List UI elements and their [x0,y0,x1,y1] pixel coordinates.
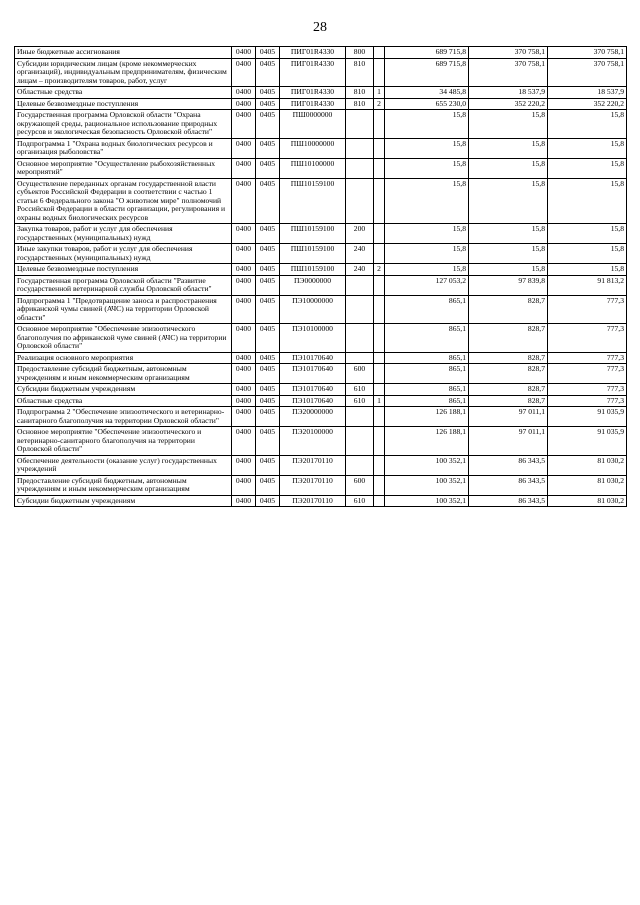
row-target-code: ПШ10159100 [280,178,346,224]
row-amount-1: 126 188,1 [385,427,469,456]
row-name: Предоставление субсидий бюджетным, автономным учреждениям и иным некоммерческим организациям [15,364,232,384]
row-expense-type-code: 610 [346,384,374,396]
row-name: Предоставление субсидий бюджетным, автономным учреждениям и иным некоммерческим организациям [15,475,232,495]
row-subsection-code: 0405 [256,407,280,427]
row-subsection-code: 0405 [256,395,280,407]
row-subsection-code: 0405 [256,158,280,178]
row-source-mark: 1 [374,395,385,407]
row-amount-3: 81 030,2 [548,495,627,507]
row-name: Осуществление переданных органам государственной власти субъектов Российской Федерации в соответствии с частью 1 статьи 6 Федерального закона "О животном мире" полномочий Российской Федерации в области организации, регулирования и охраны водных биологических ресурсов [15,178,232,224]
row-source-mark [374,384,385,396]
table-row [15,244,627,264]
row-target-code: ПЭ10170640 [280,384,346,396]
row-source-mark [374,352,385,364]
table-row [15,138,627,158]
row-amount-1: 126 188,1 [385,407,469,427]
row-expense-type-code [346,352,374,364]
row-amount-2: 15,8 [469,224,548,244]
row-amount-3: 91 035,9 [548,407,627,427]
row-subsection-code: 0405 [256,384,280,396]
row-name: Основное мероприятие "Обеспечение эпизоотического благополучия по африканской чуме свиней (АЧС) на территории Орловской области" [15,324,232,353]
row-amount-2: 15,8 [469,158,548,178]
row-expense-type-code: 800 [346,47,374,59]
row-amount-2: 370 758,1 [469,58,548,87]
row-target-code: ПШ10100000 [280,158,346,178]
table-row [15,98,627,110]
row-amount-3: 370 758,1 [548,47,627,59]
row-subsection-code: 0405 [256,110,280,139]
table-row [15,110,627,139]
row-expense-type-code [346,407,374,427]
row-subsection-code: 0405 [256,87,280,99]
row-source-mark [374,455,385,475]
row-section-code: 0400 [232,475,256,495]
table-row [15,364,627,384]
row-amount-2: 828,7 [469,395,548,407]
row-expense-type-code: 200 [346,224,374,244]
row-target-code: ПШ0000000 [280,110,346,139]
row-name: Основное мероприятие "Осуществление рыбохозяйственных мероприятий" [15,158,232,178]
table-row [15,384,627,396]
row-amount-2: 86 343,5 [469,495,548,507]
row-amount-1: 865,1 [385,384,469,396]
row-expense-type-code: 610 [346,495,374,507]
budget-table [14,46,627,507]
row-section-code: 0400 [232,352,256,364]
row-amount-1: 15,8 [385,110,469,139]
row-amount-3: 777,3 [548,364,627,384]
row-source-mark [374,47,385,59]
table-row [15,475,627,495]
row-source-mark [374,324,385,353]
row-section-code: 0400 [232,178,256,224]
row-source-mark [374,475,385,495]
row-target-code: ПИГ01R4330 [280,87,346,99]
row-section-code: 0400 [232,158,256,178]
row-amount-1: 15,8 [385,178,469,224]
row-expense-type-code [346,295,374,324]
row-amount-1: 127 053,2 [385,275,469,295]
row-subsection-code: 0405 [256,495,280,507]
table-row [15,275,627,295]
row-expense-type-code [346,138,374,158]
table-row [15,495,627,507]
row-expense-type-code [346,158,374,178]
row-amount-1: 865,1 [385,324,469,353]
row-name: Государственная программа Орловской области "Развитие государственной ветеринарной службы Орловской области" [15,275,232,295]
row-section-code: 0400 [232,427,256,456]
row-source-mark [374,244,385,264]
row-source-mark [374,295,385,324]
row-subsection-code: 0405 [256,244,280,264]
row-expense-type-code [346,427,374,456]
row-source-mark [374,178,385,224]
row-name: Государственная программа Орловской области "Охрана окружающей среды, рациональное использование природных ресурсов и экологическая безопасность Орловской области" [15,110,232,139]
row-expense-type-code: 600 [346,364,374,384]
row-subsection-code: 0405 [256,58,280,87]
row-expense-type-code [346,455,374,475]
row-section-code: 0400 [232,324,256,353]
row-amount-3: 777,3 [548,384,627,396]
row-amount-2: 828,7 [469,295,548,324]
row-amount-3: 15,8 [548,138,627,158]
row-subsection-code: 0405 [256,47,280,59]
row-expense-type-code: 240 [346,264,374,276]
row-name: Иные бюджетные ассигнования [15,47,232,59]
row-amount-2: 15,8 [469,264,548,276]
row-target-code: ПШ10159100 [280,224,346,244]
row-amount-2: 828,7 [469,352,548,364]
table-row [15,87,627,99]
row-amount-1: 34 485,8 [385,87,469,99]
row-source-mark [374,224,385,244]
row-expense-type-code: 810 [346,87,374,99]
table-row [15,264,627,276]
row-amount-2: 97 011,1 [469,427,548,456]
row-section-code: 0400 [232,58,256,87]
row-subsection-code: 0405 [256,275,280,295]
row-amount-2: 828,7 [469,384,548,396]
row-target-code: ПЭ20170110 [280,475,346,495]
row-section-code: 0400 [232,275,256,295]
row-target-code: ПШ10159100 [280,264,346,276]
row-amount-2: 97 839,8 [469,275,548,295]
row-amount-1: 15,8 [385,224,469,244]
row-subsection-code: 0405 [256,138,280,158]
row-target-code: ПЭ0000000 [280,275,346,295]
row-source-mark [374,275,385,295]
row-expense-type-code [346,110,374,139]
row-name: Субсидии бюджетным учреждениям [15,495,232,507]
row-amount-3: 370 758,1 [548,58,627,87]
row-subsection-code: 0405 [256,178,280,224]
row-amount-3: 777,3 [548,324,627,353]
row-name: Подпрограмма 1 "Охрана водных биологических ресурсов и организация рыболовства" [15,138,232,158]
row-section-code: 0400 [232,395,256,407]
row-amount-2: 15,8 [469,138,548,158]
row-amount-1: 100 352,1 [385,455,469,475]
row-amount-3: 18 537,9 [548,87,627,99]
row-amount-2: 18 537,9 [469,87,548,99]
row-amount-3: 81 030,2 [548,455,627,475]
row-name: Обеспечение деятельности (оказание услуг) государственных учреждений [15,455,232,475]
row-section-code: 0400 [232,384,256,396]
row-subsection-code: 0405 [256,364,280,384]
row-section-code: 0400 [232,87,256,99]
table-row [15,407,627,427]
row-section-code: 0400 [232,264,256,276]
row-name: Закупка товаров, работ и услуг для обеспечения государственных (муниципальных) нужд [15,224,232,244]
page-number: 28 [313,20,327,35]
row-target-code: ПЭ10170640 [280,352,346,364]
row-amount-1: 865,1 [385,395,469,407]
row-target-code: ПШ10000000 [280,138,346,158]
row-source-mark [374,158,385,178]
row-target-code: ПШ10159100 [280,244,346,264]
row-source-mark [374,110,385,139]
row-source-mark [374,138,385,158]
row-amount-2: 352 220,2 [469,98,548,110]
row-amount-3: 15,8 [548,224,627,244]
row-subsection-code: 0405 [256,475,280,495]
table-row [15,58,627,87]
row-amount-1: 689 715,8 [385,58,469,87]
row-amount-2: 15,8 [469,178,548,224]
row-amount-2: 86 343,5 [469,475,548,495]
row-target-code: ПЭ20170110 [280,495,346,507]
row-section-code: 0400 [232,47,256,59]
row-amount-3: 777,3 [548,352,627,364]
row-amount-3: 352 220,2 [548,98,627,110]
row-target-code: ПИГ01R4330 [280,58,346,87]
row-amount-2: 828,7 [469,364,548,384]
row-amount-1: 15,8 [385,244,469,264]
row-section-code: 0400 [232,110,256,139]
row-section-code: 0400 [232,455,256,475]
row-subsection-code: 0405 [256,455,280,475]
row-target-code: ПИГ01R4330 [280,47,346,59]
row-name: Областные средства [15,87,232,99]
row-amount-1: 689 715,8 [385,47,469,59]
row-source-mark [374,495,385,507]
row-subsection-code: 0405 [256,264,280,276]
row-amount-1: 100 352,1 [385,475,469,495]
row-subsection-code: 0405 [256,98,280,110]
row-subsection-code: 0405 [256,427,280,456]
row-source-mark: 2 [374,264,385,276]
row-expense-type-code [346,275,374,295]
row-amount-3: 15,8 [548,264,627,276]
row-expense-type-code: 240 [346,244,374,264]
row-name: Основное мероприятие "Обеспечение эпизоотического и ветеринарно-санитарного благополучия на территории Орловской области" [15,427,232,456]
row-amount-3: 15,8 [548,158,627,178]
row-amount-2: 370 758,1 [469,47,548,59]
row-amount-3: 15,8 [548,110,627,139]
row-name: Целевые безвозмездные поступления [15,98,232,110]
row-section-code: 0400 [232,244,256,264]
row-section-code: 0400 [232,295,256,324]
row-section-code: 0400 [232,495,256,507]
row-subsection-code: 0405 [256,324,280,353]
budget-table-body [15,47,627,507]
row-amount-3: 91 035,9 [548,427,627,456]
table-row [15,395,627,407]
row-expense-type-code [346,178,374,224]
row-target-code: ПЭ20100000 [280,427,346,456]
table-row [15,158,627,178]
row-amount-3: 81 030,2 [548,475,627,495]
row-source-mark: 1 [374,87,385,99]
row-source-mark: 2 [374,98,385,110]
row-section-code: 0400 [232,407,256,427]
table-row [15,352,627,364]
row-amount-1: 100 352,1 [385,495,469,507]
row-expense-type-code [346,324,374,353]
row-name: Подпрограмма 1 "Предотвращение заноса и распространения африканской чумы свиней (АЧС) на территории Орловской области" [15,295,232,324]
row-source-mark [374,427,385,456]
table-row [15,324,627,353]
row-amount-1: 15,8 [385,138,469,158]
row-target-code: ПЭ10170640 [280,364,346,384]
table-row [15,455,627,475]
row-amount-3: 777,3 [548,395,627,407]
row-amount-2: 828,7 [469,324,548,353]
row-amount-2: 15,8 [469,244,548,264]
table-row [15,178,627,224]
row-section-code: 0400 [232,224,256,244]
row-subsection-code: 0405 [256,224,280,244]
table-row [15,224,627,244]
row-target-code: ПЭ20000000 [280,407,346,427]
row-amount-1: 655 230,0 [385,98,469,110]
row-name: Реализация основного мероприятия [15,352,232,364]
row-name: Целевые безвозмездные поступления [15,264,232,276]
row-target-code: ПЭ10170640 [280,395,346,407]
row-amount-1: 15,8 [385,158,469,178]
row-subsection-code: 0405 [256,295,280,324]
row-expense-type-code: 610 [346,395,374,407]
row-amount-1: 15,8 [385,264,469,276]
table-row [15,427,627,456]
row-amount-3: 15,8 [548,178,627,224]
row-name: Субсидии бюджетным учреждениям [15,384,232,396]
row-amount-1: 865,1 [385,352,469,364]
row-amount-1: 865,1 [385,295,469,324]
row-section-code: 0400 [232,364,256,384]
row-amount-1: 865,1 [385,364,469,384]
row-section-code: 0400 [232,98,256,110]
row-target-code: ПИГ01R4330 [280,98,346,110]
table-row [15,295,627,324]
row-target-code: ПЭ10000000 [280,295,346,324]
row-name: Иные закупки товаров, работ и услуг для обеспечения государственных (муниципальных) нужд [15,244,232,264]
row-amount-2: 86 343,5 [469,455,548,475]
row-target-code: ПЭ20170110 [280,455,346,475]
row-target-code: ПЭ10100000 [280,324,346,353]
row-source-mark [374,364,385,384]
row-amount-3: 777,3 [548,295,627,324]
row-amount-2: 97 011,1 [469,407,548,427]
row-name: Субсидии юридическим лицам (кроме некоммерческих организаций), индивидуальным предпринимателям, физическим лицам – производителям товаров, работ, услуг [15,58,232,87]
row-name: Областные средства [15,395,232,407]
row-expense-type-code: 600 [346,475,374,495]
row-expense-type-code: 810 [346,58,374,87]
row-subsection-code: 0405 [256,352,280,364]
row-name: Подпрограмма 2 "Обеспечение эпизоотического и ветеринарно-санитарного благополучия на территории Орловской области" [15,407,232,427]
row-expense-type-code: 810 [346,98,374,110]
row-amount-2: 15,8 [469,110,548,139]
table-row [15,47,627,59]
row-amount-3: 91 813,2 [548,275,627,295]
row-source-mark [374,58,385,87]
row-source-mark [374,407,385,427]
row-amount-3: 15,8 [548,244,627,264]
row-section-code: 0400 [232,138,256,158]
